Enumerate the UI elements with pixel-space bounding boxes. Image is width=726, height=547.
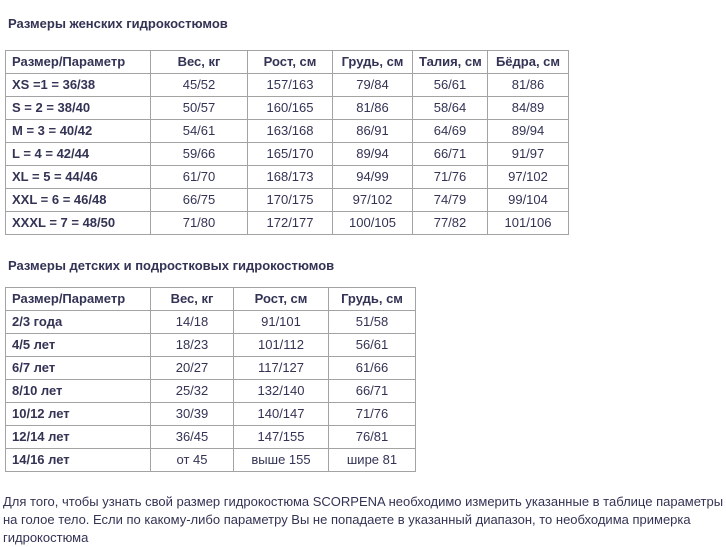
value-cell: 99/104 — [488, 189, 569, 212]
women-table-title: Размеры женских гидрокостюмов — [8, 16, 228, 31]
table-row — [6, 212, 569, 235]
value-cell: 157/163 — [248, 74, 333, 97]
value-cell: 97/102 — [333, 189, 413, 212]
size-cell: 14/16 лет — [6, 449, 151, 472]
value-cell: 56/61 — [413, 74, 488, 97]
value-cell: 117/127 — [234, 357, 329, 380]
size-cell: 12/14 лет — [6, 426, 151, 449]
column-header-weight: Вес, кг — [151, 288, 234, 311]
column-header-waist: Талия, см — [413, 51, 488, 74]
value-cell: 18/23 — [151, 334, 234, 357]
value-cell: 132/140 — [234, 380, 329, 403]
column-header-hips: Бёдра, см — [488, 51, 569, 74]
value-cell: 140/147 — [234, 403, 329, 426]
table-row — [6, 403, 416, 426]
value-cell: 66/71 — [329, 380, 416, 403]
table-row — [6, 357, 416, 380]
value-cell: 64/69 — [413, 120, 488, 143]
value-cell: 172/177 — [248, 212, 333, 235]
value-cell: 71/76 — [413, 166, 488, 189]
size-cell: L = 4 = 42/44 — [6, 143, 151, 166]
value-cell: 25/32 — [151, 380, 234, 403]
value-cell: 165/170 — [248, 143, 333, 166]
value-cell: от 45 — [151, 449, 234, 472]
value-cell: 94/99 — [333, 166, 413, 189]
table-row — [6, 74, 569, 97]
column-header-height: Рост, см — [234, 288, 329, 311]
table-row — [6, 189, 569, 212]
size-cell: 10/12 лет — [6, 403, 151, 426]
size-cell: M = 3 = 40/42 — [6, 120, 151, 143]
value-cell: 79/84 — [333, 74, 413, 97]
value-cell: 81/86 — [333, 97, 413, 120]
table-row — [6, 166, 569, 189]
column-header-size: Размер/Параметр — [6, 51, 151, 74]
table-row — [6, 380, 416, 403]
table-row — [6, 120, 569, 143]
column-header-height: Рост, см — [248, 51, 333, 74]
children-sizes-table — [5, 287, 416, 472]
children-header-row — [6, 288, 416, 311]
page — [0, 16, 726, 547]
column-header-weight: Вес, кг — [151, 51, 248, 74]
table-row — [6, 311, 416, 334]
sizing-note: Для того, чтобы узнать свой размер гидрокостюма SCORPENA необходимо измерить указанные в таблице параметры на голое тело. Если по какому-либо параметру Вы не попадаете в указанный диапазон, то необходима примерка гидрокостюма — [3, 494, 724, 545]
value-cell: 74/79 — [413, 189, 488, 212]
value-cell: 163/168 — [248, 120, 333, 143]
value-cell: 36/45 — [151, 426, 234, 449]
value-cell: 101/112 — [234, 334, 329, 357]
size-cell: 8/10 лет — [6, 380, 151, 403]
table-row — [6, 426, 416, 449]
size-cell: S = 2 = 38/40 — [6, 97, 151, 120]
size-cell: 4/5 лет — [6, 334, 151, 357]
value-cell: 84/89 — [488, 97, 569, 120]
value-cell: 30/39 — [151, 403, 234, 426]
value-cell: 66/75 — [151, 189, 248, 212]
value-cell: 14/18 — [151, 311, 234, 334]
value-cell: 54/61 — [151, 120, 248, 143]
children-table-title: Размеры детских и подростковых гидрокостюмов — [8, 258, 335, 273]
value-cell: 97/102 — [488, 166, 569, 189]
value-cell: 147/155 — [234, 426, 329, 449]
value-cell: 59/66 — [151, 143, 248, 166]
column-header-chest: Грудь, см — [329, 288, 416, 311]
value-cell: 91/101 — [234, 311, 329, 334]
value-cell: 160/165 — [248, 97, 333, 120]
value-cell: шире 81 — [329, 449, 416, 472]
value-cell: 86/91 — [333, 120, 413, 143]
value-cell: 56/61 — [329, 334, 416, 357]
value-cell: 91/97 — [488, 143, 569, 166]
value-cell: 77/82 — [413, 212, 488, 235]
value-cell: 50/57 — [151, 97, 248, 120]
value-cell: 170/175 — [248, 189, 333, 212]
size-cell: XS =1 = 36/38 — [6, 74, 151, 97]
women-sizes-table — [5, 50, 569, 235]
size-cell: 6/7 лет — [6, 357, 151, 380]
table-row — [6, 334, 416, 357]
value-cell: 66/71 — [413, 143, 488, 166]
value-cell: 51/58 — [329, 311, 416, 334]
size-cell: 2/3 года — [6, 311, 151, 334]
value-cell: 101/106 — [488, 212, 569, 235]
size-cell: XXXL = 7 = 48/50 — [6, 212, 151, 235]
table-row — [6, 449, 416, 472]
size-cell: XXL = 6 = 46/48 — [6, 189, 151, 212]
value-cell: 100/105 — [333, 212, 413, 235]
column-header-size: Размер/Параметр — [6, 288, 151, 311]
value-cell: 20/27 — [151, 357, 234, 380]
value-cell: 76/81 — [329, 426, 416, 449]
value-cell: 81/86 — [488, 74, 569, 97]
size-cell: XL = 5 = 44/46 — [6, 166, 151, 189]
women-header-row — [6, 51, 569, 74]
column-header-chest: Грудь, см — [333, 51, 413, 74]
value-cell: 58/64 — [413, 97, 488, 120]
value-cell: 61/66 — [329, 357, 416, 380]
value-cell: 45/52 — [151, 74, 248, 97]
table-row — [6, 143, 569, 166]
value-cell: 168/173 — [248, 166, 333, 189]
value-cell: 89/94 — [488, 120, 569, 143]
value-cell: 71/80 — [151, 212, 248, 235]
value-cell: 89/94 — [333, 143, 413, 166]
value-cell: 71/76 — [329, 403, 416, 426]
value-cell: выше 155 — [234, 449, 329, 472]
table-row — [6, 97, 569, 120]
value-cell: 61/70 — [151, 166, 248, 189]
